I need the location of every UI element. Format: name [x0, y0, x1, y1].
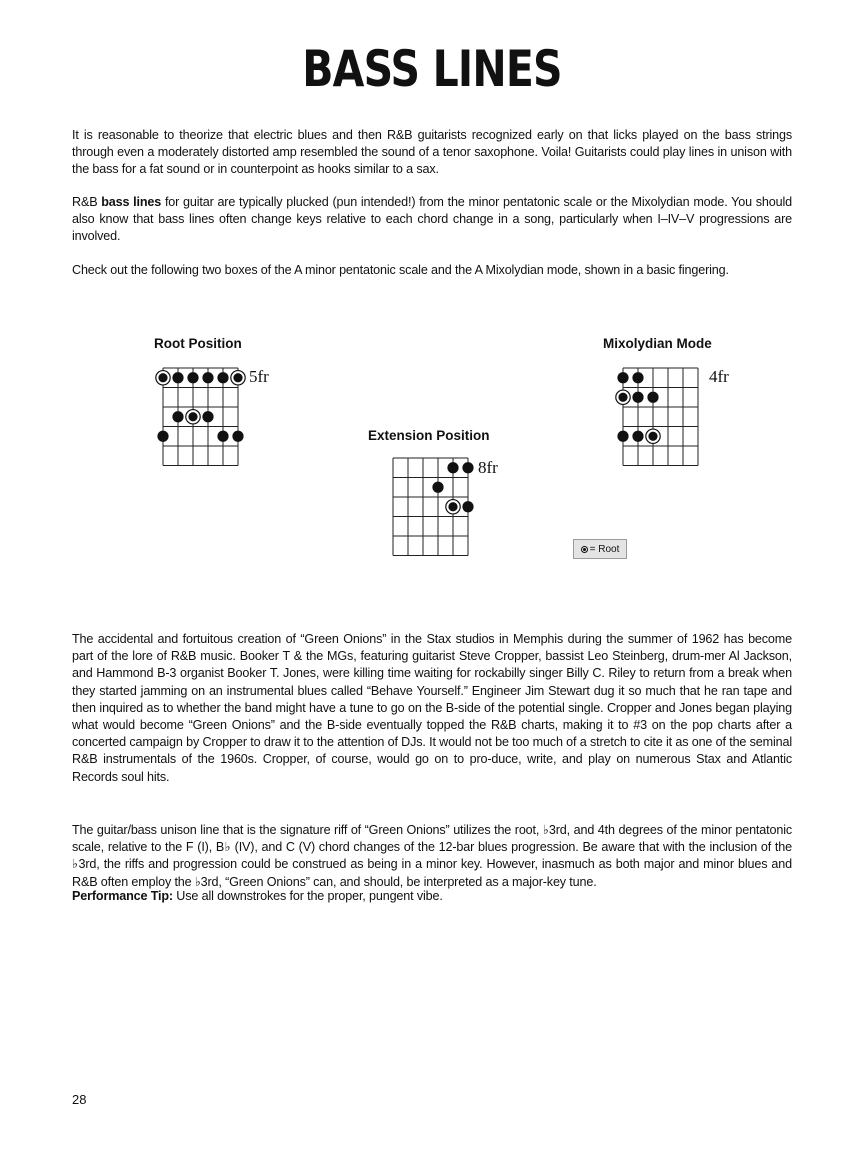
extension-position-title: Extension Position [368, 428, 490, 443]
note-dot [617, 431, 628, 442]
note-dot [632, 392, 643, 403]
mixolydian-mode-fret-label: 4fr [709, 367, 729, 386]
extension-position-diagram [380, 452, 491, 564]
note-dot [202, 372, 213, 383]
page-title: BASS LINES [302, 40, 562, 98]
intro-text-after: for guitar are typically plucked (pun intended!) from the minor pentatonic scale or the Mixolydian mode. You should also know that bass lines often change keys relative to each chord change in a song, particularly when I–IV–V progressions are involved. [72, 195, 792, 244]
intro-paragraph-2 [72, 194, 792, 246]
mixolydian-mode-diagram [610, 362, 721, 474]
body-paragraph-2: The guitar/bass unison line that is the signature riff of “Green Onions” utilizes the root, ♭3rd, and 4th degrees of the minor pentatonic scale, relative to the F (I), B♭ (IV), and C (V) chord changes of the 12-bar blues progression. Be aware that with the inclusion of the ♭3rd, the riffs and progression could be construed as being in a minor key. However, inasmuch as both major and minor blues and R&B often employ the ♭3rd, “Green Onions” can, and should, be interpreted as a major-key tune. [72, 823, 792, 889]
root-legend-label: = Root [589, 543, 620, 555]
extension-position-fret-label: 8fr [478, 458, 498, 477]
root-note-dot [156, 371, 170, 385]
root-note-dot [446, 500, 460, 514]
note-dot [217, 372, 228, 383]
note-dot [462, 501, 473, 512]
note-dot [432, 482, 443, 493]
note-dot [217, 431, 228, 442]
mixolydian-mode-title: Mixolydian Mode [603, 336, 712, 351]
intro-paragraph-1: It is reasonable to theorize that electric blues and then R&B guitarists recognized early on that licks played on the bass strings through even a moderately distorted amp resembled the sound of a tenor saxophone. Voila! Guitarists could play lines in unison with the bass for a fat sound or in counterpoint as hooks similar to a sax. [72, 128, 792, 177]
performance-tip [72, 888, 792, 905]
note-dot [172, 411, 183, 422]
bass-lines-term: bass lines [101, 195, 162, 209]
performance-tip-text: Use all downstrokes for the proper, pungent vibe. [172, 889, 443, 903]
note-dot [647, 392, 658, 403]
root-note-dot [646, 429, 660, 443]
body-paragraph-1: The accidental and fortuitous creation of “Green Onions” in the Stax studios in Memphis during the summer of 1962 has become part of the lore of R&B music. Booker T & the MGs, featuring guitarist Steve Cropper, bassist Leo Steinberg, drum-mer Al Jackson, and Hammond B-3 organist Booker T. Jones, were killing time waiting for rockabilly singer Billy C. Riley to return from a break when they started jamming on an instrumental blues called “Behave Yourself.” Engineer Jim Stewart dug it so much that he ran tape and then inquired as to whether the band might have a tune to go on the B-side of the potential single. Cropper and Jones began playing what would become “Green Onions” and the B-side eventually topped the R&B charts, making it to #3 on the pop charts after a concerted campaign by Cropper to draw it to the attention of DJs. It would not be too much of a stretch to cite it as one of the seminal R&B instrumentals of the 1960s. Cropper, of course, would go on to pro-duce, write, and play on numerous Stax and Atlantic Records soul hits. [72, 632, 792, 784]
root-note-dot [186, 410, 200, 424]
note-dot [617, 372, 628, 383]
root-legend [573, 539, 627, 559]
note-dot [462, 462, 473, 473]
note-dot [187, 372, 198, 383]
root-position-diagram [150, 362, 261, 474]
intro-paragraph-3: Check out the following two boxes of the A minor pentatonic scale and the A Mixolydian mode, shown in a basic fingering. [72, 263, 729, 277]
intro-text-before: R&B [72, 195, 102, 209]
note-dot [632, 431, 643, 442]
note-dot [232, 431, 243, 442]
root-circle-icon [581, 546, 588, 553]
performance-tip-label: Performance Tip: [72, 889, 173, 903]
note-dot [202, 411, 213, 422]
root-note-dot [616, 390, 630, 404]
root-position-title: Root Position [154, 336, 242, 351]
page-number: 28 [72, 1092, 87, 1107]
note-dot [447, 462, 458, 473]
root-note-dot [231, 371, 245, 385]
note-dot [172, 372, 183, 383]
note-dot [157, 431, 168, 442]
note-dot [632, 372, 643, 383]
root-position-fret-label: 5fr [249, 367, 269, 386]
